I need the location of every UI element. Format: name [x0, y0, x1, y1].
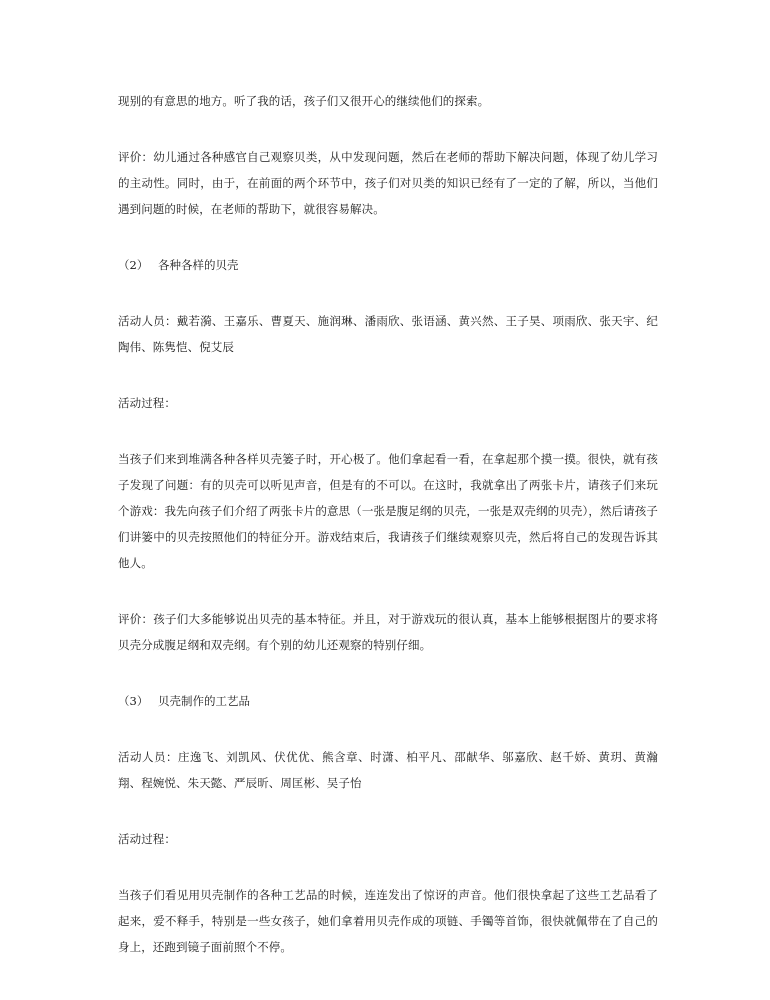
paragraph-participants-2: 活动人员：戴若漪、王嘉乐、曹夏天、施润琳、潘雨欣、张语涵、黄兴然、王子昊、项雨欣、张天宇、纪陶伟、陈隽恺、倪艾辰: [118, 314, 658, 354]
paragraph-process-label-3: 活动过程：: [118, 832, 176, 846]
section-number: （3）: [118, 694, 149, 708]
paragraph-gap: [118, 714, 658, 744]
paragraph-gap: [118, 658, 658, 688]
section-title: 各种各样的贝壳: [158, 258, 239, 272]
paragraph-evaluation-1: 评价：幼儿通过各种感官自己观察贝类，从中发现问题，然后在老师的帮助下解决问题，体现了幼儿学习的主动性。同时，由于，在前面的两个环节中，孩子们对贝类的知识已经有了一定的了解，所以，当他们遇到问题的时候，在老师的帮助下，就很容易解决。: [118, 150, 658, 216]
section-heading-2: [118, 252, 658, 278]
paragraph-gap: [118, 852, 658, 882]
section-heading-3: [118, 688, 658, 714]
paragraph-process-label-2: 活动过程：: [118, 396, 176, 410]
paragraph-continuation: 现别的有意思的地方。听了我的话，孩子们又很开心的继续他们的探索。: [118, 94, 490, 108]
paragraph-gap: [118, 360, 658, 390]
paragraph-process-3: 当孩子们看见用贝壳制作的各种工艺品的时候，连连发出了惊讶的声音。他们很快拿起了这些工艺品看了起来，爱不释手，特别是一些女孩子，她们拿着用贝壳作成的项链、手镯等首饰，很快就佩带在了自己的身上，还跑到镜子面前照个不停。: [118, 888, 658, 954]
document-page: [118, 88, 658, 960]
paragraph-gap: [118, 278, 658, 308]
section-number: （2）: [118, 258, 149, 272]
paragraph-gap: [118, 576, 658, 606]
paragraph-participants-3: 活动人员：庄逸飞、刘凯风、伏优优、熊含章、时潇、柏平凡、邵献华、邬嘉欣、赵千娇、黄玥、黄瀚翔、程婉悦、朱天懿、严辰昕、周匡彬、吴子怡: [118, 750, 658, 790]
paragraph-process-2: 当孩子们来到堆满各种各样贝壳篓子时，开心极了。他们拿起看一看，在拿起那个摸一摸。很快，就有孩子发现了问题：有的贝壳可以听见声音，但是有的不可以。在这时，我就拿出了两张卡片，请孩子们来玩个游戏：我先向孩子们介绍了两张卡片的意思（一张是腹足纲的贝壳，一张是双壳纲的贝壳），然后请孩子们讲篓中的贝壳按照他们的特征分开。游戏结束后，我请孩子们继续观察贝壳，然后将自己的发现告诉其他人。: [118, 452, 658, 570]
paragraph-evaluation-2: 评价：孩子们大多能够说出贝壳的基本特征。并且，对于游戏玩的很认真，基本上能够根据图片的要求将贝壳分成腹足纲和双壳纲。有个别的幼儿还观察的特别仔细。: [118, 612, 658, 652]
paragraph-gap: [118, 796, 658, 826]
paragraph-gap: [118, 114, 658, 144]
paragraph-gap: [118, 222, 658, 252]
section-title: 贝壳制作的工艺品: [158, 694, 250, 708]
paragraph-gap: [118, 416, 658, 446]
